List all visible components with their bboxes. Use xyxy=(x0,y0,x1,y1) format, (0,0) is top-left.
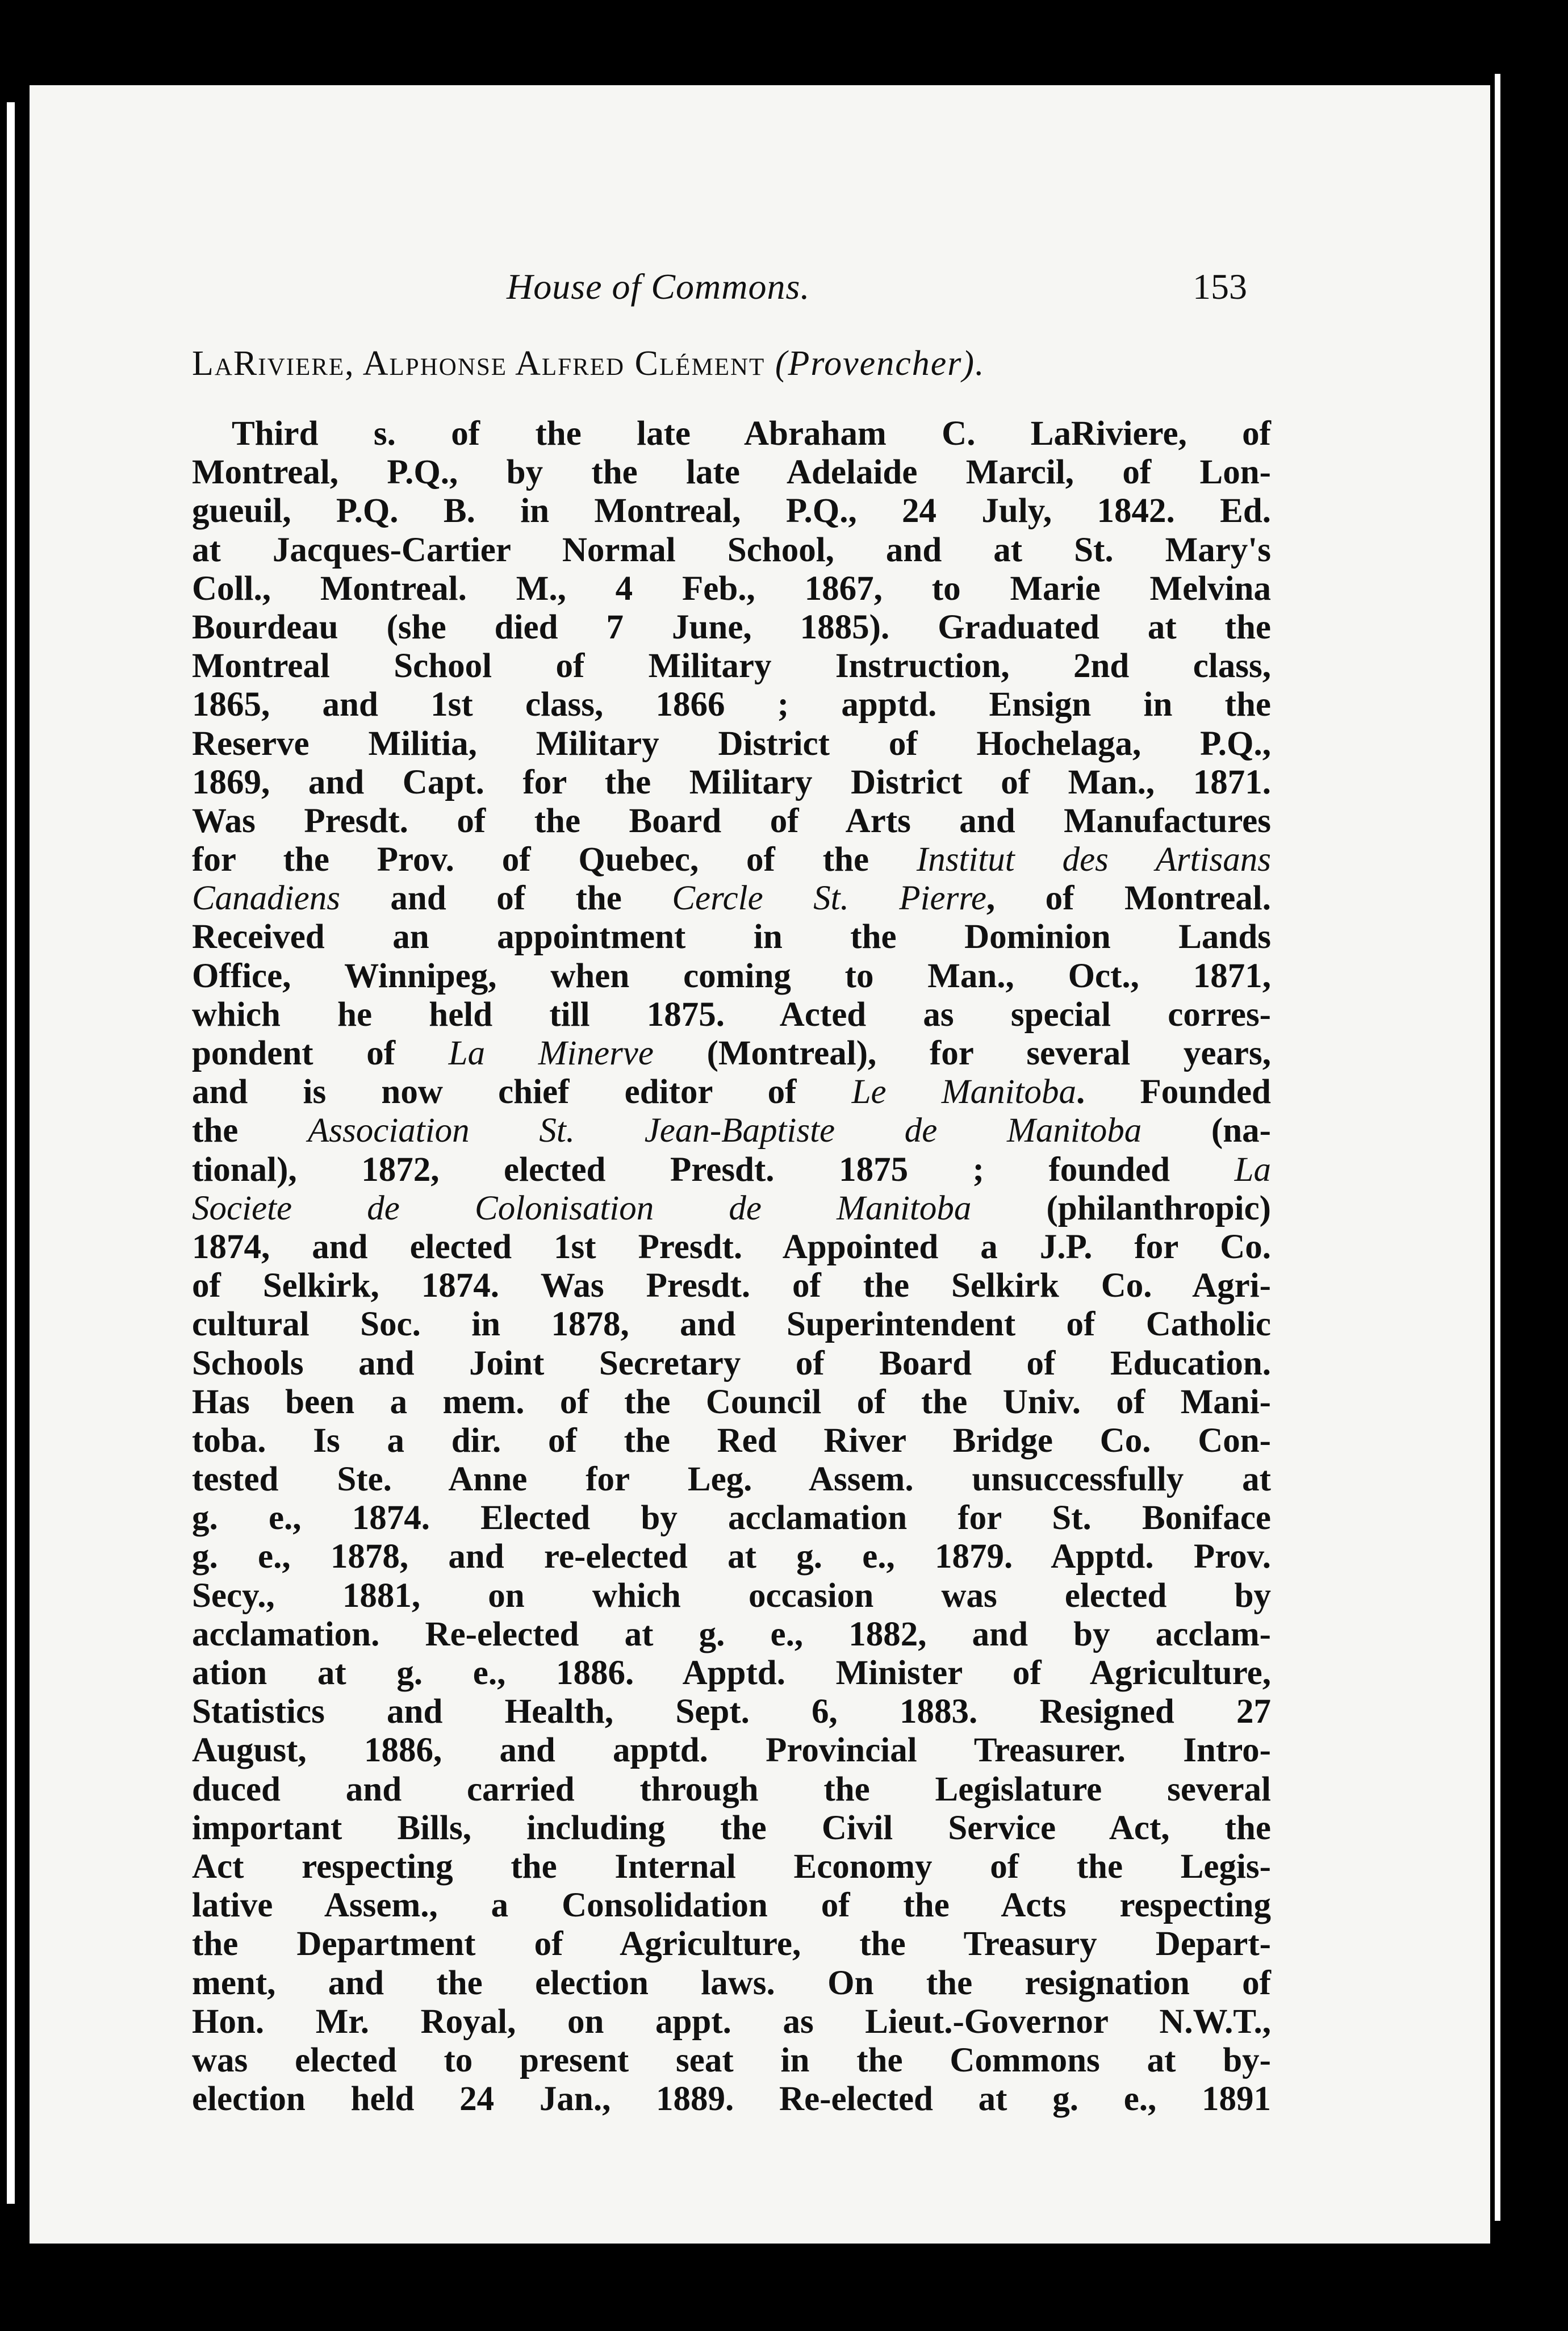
text-segment: and is now chief editor of xyxy=(192,1073,852,1112)
text-segment: ment, and the election laws. On the resignation of xyxy=(192,1964,1271,2002)
text-segment: . Founded xyxy=(1076,1073,1271,1112)
text-line xyxy=(192,1112,1271,1150)
italic-text: La xyxy=(1234,1150,1271,1189)
text-segment: ation at g. e., 1886. Apptd. Minister of Agriculture, xyxy=(192,1654,1271,1692)
italic-text: La Minerve xyxy=(448,1034,654,1072)
text-line xyxy=(192,802,1271,841)
text-segment: Third s. of the late Abraham C. LaRiviere, of xyxy=(232,415,1271,453)
text-segment: (na- xyxy=(1141,1112,1271,1150)
text-segment: Reserve Militia, Military District of Hochelaga, P.Q., xyxy=(192,724,1271,763)
text-segment: acclamation. Re-elected at g. e., 1882, and by acclam- xyxy=(192,1615,1271,1653)
biography-text xyxy=(192,415,1271,2119)
text-segment: Act respecting the Internal Economy of the Legis- xyxy=(192,1847,1271,1886)
text-line xyxy=(192,1422,1271,1460)
text-line xyxy=(192,608,1271,647)
text-segment: (Montreal), for several years, xyxy=(653,1034,1271,1072)
text-line xyxy=(192,1770,1271,1809)
text-line xyxy=(192,531,1271,570)
text-segment: Received an appointment in the Dominion Lands xyxy=(192,918,1271,956)
text-line xyxy=(192,1344,1271,1383)
page-number: 153 xyxy=(1193,266,1247,307)
text-segment: duced and carried through the Legislature several xyxy=(192,1770,1271,1808)
text-segment: , of Montreal. xyxy=(986,879,1272,918)
text-line xyxy=(192,1693,1271,1731)
text-segment: for the Prov. of Quebec, of the xyxy=(192,841,917,879)
text-segment: which he held till 1875. Acted as special corres- xyxy=(192,995,1271,1034)
text-line xyxy=(192,1460,1271,1499)
italic-text: Association St. Jean-Baptiste de Manitoba xyxy=(308,1112,1142,1150)
text-segment: and of the xyxy=(340,879,672,918)
text-line xyxy=(192,2041,1271,2080)
text-line xyxy=(192,1654,1271,1693)
text-segment: August, 1886, and apptd. Provincial Treasurer. Intro- xyxy=(192,1731,1271,1770)
text-line xyxy=(192,918,1271,956)
text-line xyxy=(192,2003,1271,2041)
text-line xyxy=(192,1615,1271,1654)
text-segment: (philanthropic) xyxy=(971,1189,1271,1227)
book-page xyxy=(30,85,1490,2244)
text-segment: Office, Winnipeg, when coming to Man., Oct., 1871, xyxy=(192,956,1271,995)
text-line xyxy=(192,1267,1271,1305)
text-line xyxy=(192,453,1271,492)
text-line xyxy=(192,1034,1271,1073)
text-line xyxy=(192,841,1271,879)
text-line xyxy=(192,415,1271,453)
text-segment: election held 24 Jan., 1889. Re-elected at g. e., 1891 xyxy=(192,2080,1271,2119)
text-line xyxy=(192,725,1271,763)
text-segment: tested Ste. Anne for Leg. Assem. unsuccessfully at xyxy=(192,1460,1271,1499)
text-line xyxy=(192,1809,1271,1848)
text-segment: of Selkirk, 1874. Was Presdt. of the Selkirk Co. Agri- xyxy=(192,1267,1271,1305)
text-line xyxy=(192,570,1271,608)
text-line xyxy=(192,686,1271,724)
text-segment: 1869, and Capt. for the Military District of Man., 1871. xyxy=(192,763,1271,801)
text-segment: toba. Is a dir. of the Red River Bridge Co. Con- xyxy=(192,1421,1271,1460)
text-line xyxy=(192,1228,1271,1267)
text-segment: at Jacques-Cartier Normal School, and at St. Mary's xyxy=(192,530,1271,569)
text-segment: gueuil, P.Q. B. in Montreal, P.Q., 24 July, 1842. Ed. xyxy=(192,492,1271,530)
page-edge-left xyxy=(7,102,15,2204)
entry-heading xyxy=(192,344,985,384)
text-line xyxy=(192,879,1271,918)
text-segment: Statistics and Health, Sept. 6, 1883. Resigned 27 xyxy=(192,1693,1271,1731)
text-segment: the xyxy=(192,1112,308,1150)
text-segment: g. e., 1874. Elected by acclamation for St. Boniface xyxy=(192,1499,1271,1538)
text-line xyxy=(192,492,1271,530)
text-segment: 1874, and elected 1st Presdt. Appointed a J.P. for Co. xyxy=(192,1227,1271,1266)
text-segment: Hon. Mr. Royal, on appt. as Lieut.-Governor N.W.T., xyxy=(192,2002,1271,2041)
text-segment: lative Assem., a Consolidation of the Acts respecting xyxy=(192,1886,1271,1925)
text-line xyxy=(192,996,1271,1034)
italic-text: Canadiens xyxy=(192,879,340,918)
text-segment: the Department of Agriculture, the Treasury Depart- xyxy=(192,1925,1271,1964)
text-line xyxy=(192,1731,1271,1770)
text-line xyxy=(192,1538,1271,1576)
text-segment: cultural Soc. in 1878, and Superintendent of Catholic xyxy=(192,1305,1271,1344)
page-edge-right xyxy=(1495,74,1500,2221)
text-segment: Montreal, P.Q., by the late Adelaide Marcil, of Lon- xyxy=(192,453,1271,492)
italic-text: Societe de Colonisation de Manitoba xyxy=(192,1189,972,1227)
italic-text: Le Manitoba xyxy=(851,1073,1076,1112)
text-line xyxy=(192,1189,1271,1228)
text-line xyxy=(192,1305,1271,1344)
text-line xyxy=(192,1383,1271,1422)
text-line xyxy=(192,1925,1271,1964)
text-segment: g. e., 1878, and re-elected at g. e., 1879. Apptd. Prov. xyxy=(192,1538,1271,1576)
italic-text: Institut des Artisans xyxy=(916,841,1271,879)
italic-text: Cercle St. Pierre xyxy=(672,879,986,918)
text-segment: Coll., Montreal. M., 4 Feb., 1867, to Marie Melvina xyxy=(192,569,1271,608)
text-segment: Has been a mem. of the Council of the Univ. of Mani- xyxy=(192,1382,1271,1421)
text-segment: Montreal School of Military Instruction, 2nd class, xyxy=(192,647,1271,686)
text-segment: Schools and Joint Secretary of Board of Education. xyxy=(192,1344,1271,1382)
text-line xyxy=(192,1073,1271,1112)
member-riding: (Provencher). xyxy=(775,344,985,383)
text-segment: Secy., 1881, on which occasion was elected by xyxy=(192,1576,1271,1615)
text-line xyxy=(192,1848,1271,1886)
text-segment: Bourdeau (she died 7 June, 1885). Graduated at the xyxy=(192,608,1271,646)
text-segment: pondent of xyxy=(192,1034,449,1072)
text-line xyxy=(192,1886,1271,1925)
text-line xyxy=(192,2080,1271,2119)
text-line xyxy=(192,647,1271,686)
text-line xyxy=(192,1499,1271,1538)
text-line xyxy=(192,957,1271,996)
text-line xyxy=(192,763,1271,802)
page-header xyxy=(30,266,1490,334)
text-segment: tional), 1872, elected Presdt. 1875 ; founded xyxy=(192,1150,1235,1189)
member-name: LaRiviere, Alphonse Alfred Clément xyxy=(192,344,766,383)
running-title: House of Commons. xyxy=(507,266,810,307)
text-segment: was elected to present seat in the Commons at by- xyxy=(192,2041,1271,2079)
text-line xyxy=(192,1577,1271,1615)
text-line xyxy=(192,1151,1271,1189)
text-segment: 1865, and 1st class, 1866 ; apptd. Ensign in the xyxy=(192,686,1271,724)
text-segment: important Bills, including the Civil Service Act, the xyxy=(192,1808,1271,1847)
text-segment: Was Presdt. of the Board of Arts and Manufactures xyxy=(192,801,1271,840)
text-line xyxy=(192,1964,1271,2003)
